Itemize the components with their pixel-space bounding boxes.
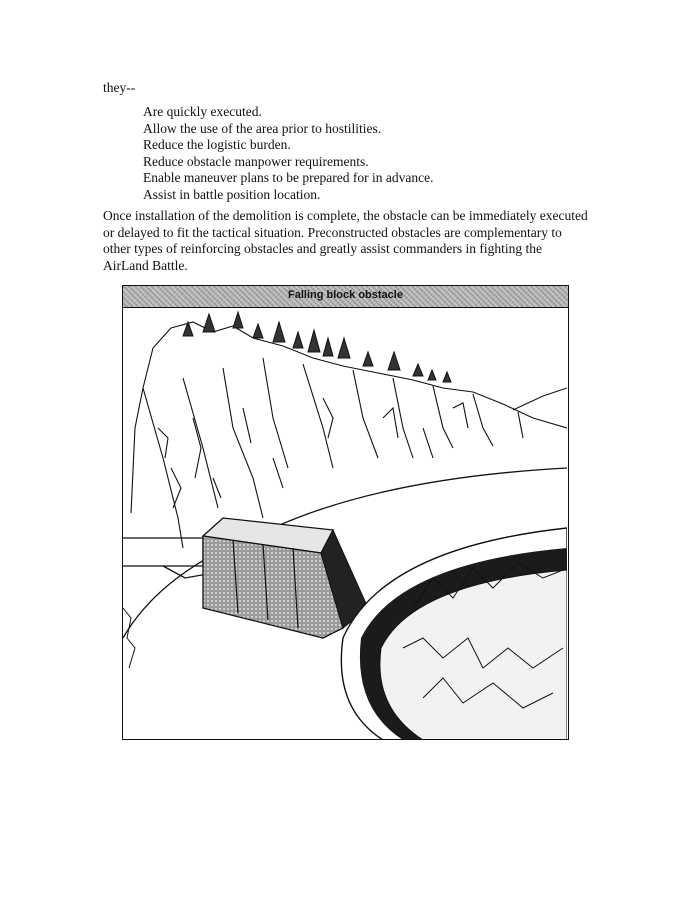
figure-caption-bar: [123, 286, 568, 308]
list-item: Assist in battle position location.: [143, 186, 321, 202]
intro-text: they--: [103, 80, 136, 95]
benefits-list: [143, 104, 434, 203]
falling-block: [203, 518, 368, 638]
body-paragraph: [103, 208, 603, 274]
list-item: Are quickly executed.: [143, 104, 262, 119]
list-item: Allow the use of the area prior to hostilities.: [143, 120, 382, 136]
paragraph-line: other types of reinforcing obstacles and greatly assist commanders in fighting the: [103, 241, 543, 256]
list-item: Enable maneuver plans to be prepared for in advance.: [143, 170, 434, 185]
falling-block-figure: [122, 285, 569, 740]
list-item: Reduce the logistic burden.: [143, 137, 291, 152]
paragraph-line: or delayed to fit the tactical situation. Preconstructed obstacles are complementary to: [103, 224, 562, 240]
trench-drawing: [341, 528, 567, 740]
figure-caption: Falling block obstacle: [288, 289, 403, 301]
paragraph-line: AirLand Battle.: [103, 257, 188, 273]
falling-block-illustration: [123, 308, 567, 740]
list-item: Reduce obstacle manpower requirements.: [143, 153, 369, 169]
paragraph-line: Once installation of the demolition is complete, the obstacle can be immediately executed: [103, 208, 588, 223]
